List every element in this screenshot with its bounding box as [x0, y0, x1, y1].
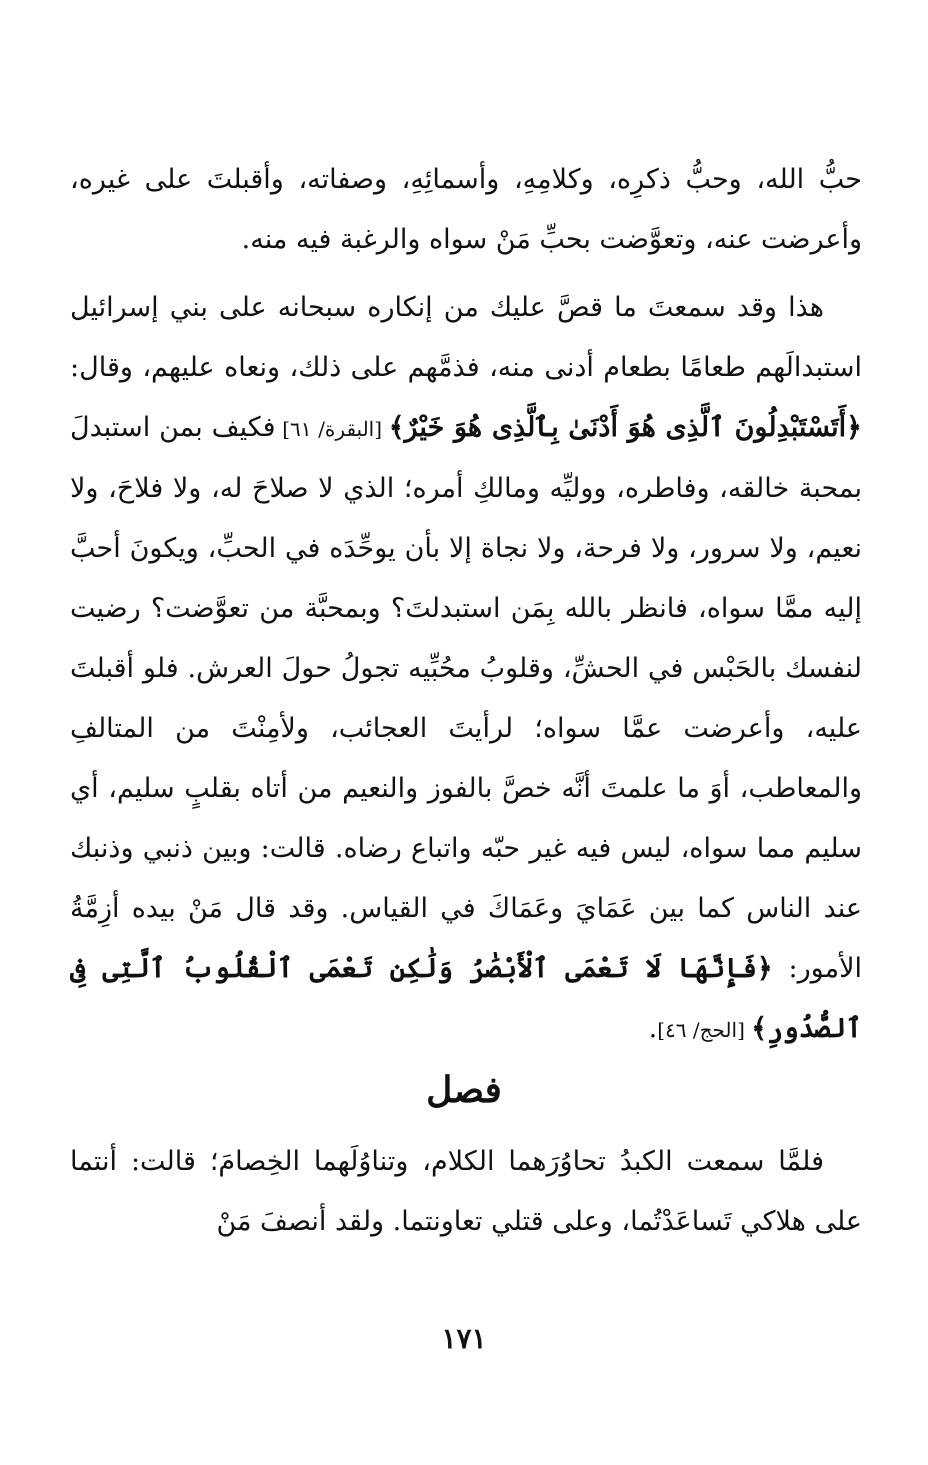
paragraph-2-end: .: [648, 1013, 658, 1044]
quran-verse-2: ﴿فَإِنَّهَا لَا تَعْمَى ٱلْأَبْصَٰرُ وَلَٰكِن تَعْمَى ٱلْقُلُوبُ ٱلَّتِى فِى ٱلصُّدُورِ﴾: [70, 953, 862, 1044]
paragraph-2-part-2: فكيف بمن استبدلَ بمحبة خالقه، وفاطره، ووليِّه ومالكِ أمره؛ الذي لا صلاحَ له، ولا فلاحَ، ولا نعيم، ولا سرور، ولا فرحة، ولا نجاة إلا بأن يوحِّدَه في الحبِّ، ويكونَ أحبَّ إليه ممَّا سواه، فانظر بالله بِمَن استبدلتَ؟ وبمحبَّة من تعوَّضت؟ رضيت لنفسك بالحَبْس في الحشِّ، وقلوبُ محُبِّيه تجولُ حولَ العرش. فلو أقبلتَ عليه، وأعرضت عمَّا سواه؛ لرأيتَ العجائب، ولأمِنْتَ من المتالفِ والمعاطب، أوَ ما علمتَ أنَّه خصَّ بالفوز والنعيم من أتاه بقلبٍ سليم، أي سليم مما سواه، ليس فيه غير حبّه واتباع رضاه. قالت: وبين ذنبي وذنبك عند الناس كما بين عَمَايَ وعَمَاكَ في القياس. وقد قال مَنْ بيده أزِمَّةُ الأمور:: [70, 412, 862, 984]
paragraph-main: [70, 278, 862, 1060]
paragraph-1-text: حبُّ الله، وحبُّ ذكرِه، وكلامِهِ، وأسمائِهِ، وصفاته، وأقبلتَ على غيره، وأعرضت عنه، وتعوَّضت بحبِّ مَنْ سواه والرغبة فيه منه.: [70, 164, 862, 255]
page-number: ١٧١: [441, 1322, 487, 1355]
section-heading: فصل: [426, 1069, 502, 1111]
paragraph-2-part-1: هذا وقد سمعتَ ما قصَّ عليك من إنكاره سبحانه على بني إسرائيل استبدالَهم طعامًا بطعام أدنى منه، فذمَّهم على ذلك، ونعاه عليهم، وقال:: [70, 292, 862, 383]
verse-reference-2: [الحج/ ٤٦]: [657, 1018, 752, 1042]
quran-verse-1: ﴿أَتَسْتَبْدِلُونَ ٱلَّذِى هُوَ أَدْنَىٰ بِٱلَّذِى هُوَ خَيْرٌ﴾: [388, 412, 862, 443]
paragraph-2: [70, 278, 862, 1060]
paragraph-continued: [70, 150, 862, 270]
verse-reference-1: [البقرة/ ٦١]: [275, 417, 389, 441]
paragraph-section: [70, 1132, 862, 1252]
paragraph-3-text: فلمَّا سمعت الكبدُ تحاوُرَهما الكلام، وتناوُلَهما الخِصامَ؛ قالت: أنتما على هلاكي تَساعَدْتُما، وعلى قتلي تعاونتما. ولقد أنصفَ مَنْ: [70, 1146, 862, 1237]
